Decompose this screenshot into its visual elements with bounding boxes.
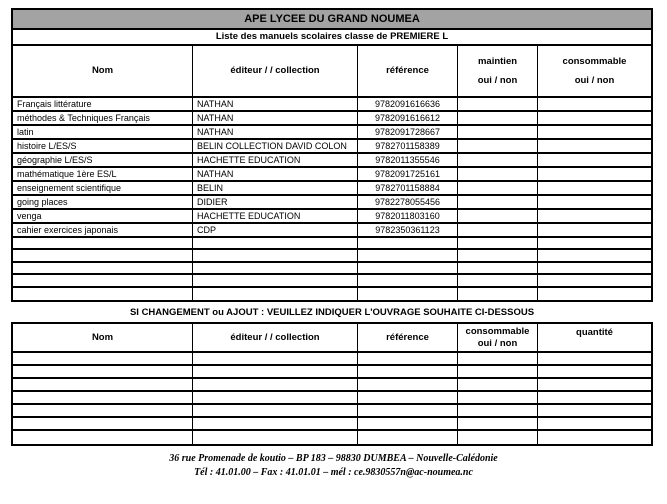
empty-cell [458,250,538,262]
column-header-consommable-line1: consommable [465,326,530,337]
cell-nom: going places [13,196,193,210]
empty-cell [13,275,193,287]
empty-cell [13,366,193,379]
empty-cell [193,250,358,262]
empty-cell [358,366,458,379]
empty-cell [538,418,651,431]
cell-consommable [538,210,651,224]
empty-cell [13,392,193,405]
empty-cell [13,353,193,366]
page-subtitle: Liste des manuels scolaires classe de PREMIERE L [13,30,651,46]
cell-editeur: BELIN COLLECTION DAVID COLON [193,140,358,154]
empty-cell [13,431,193,444]
cell-reference: 9782011355546 [358,154,458,168]
empty-cell [13,263,193,275]
empty-cell [458,366,538,379]
cell-reference: 9782091725161 [358,168,458,182]
cell-maintien [458,98,538,112]
empty-cell [458,418,538,431]
column-header-maintien [458,46,538,98]
empty-cell [458,405,538,418]
column-header-reference: référence [358,46,458,98]
cell-nom: cahier exercices japonais [13,224,193,238]
column-header-consommable-line1: consommable [562,55,627,67]
empty-cell [193,405,358,418]
empty-cell [13,250,193,262]
cell-reference: 9782278055456 [358,196,458,210]
column-header-consommable [538,46,651,98]
change-request-table [11,322,653,446]
column-header-consommable-line2: oui / non [574,74,615,86]
cell-maintien [458,126,538,140]
empty-cell [458,238,538,250]
column-header-consommable-line2: oui / non [477,338,518,349]
cell-consommable [538,126,651,140]
empty-cell [538,405,651,418]
cell-consommable [538,140,651,154]
empty-cell [358,275,458,287]
empty-cell [458,288,538,300]
column-header-consommable [458,324,538,353]
cell-consommable [538,196,651,210]
cell-maintien [458,224,538,238]
empty-cell [358,392,458,405]
empty-cell [458,379,538,392]
empty-cell [13,238,193,250]
empty-cell [358,288,458,300]
empty-cell [193,238,358,250]
cell-nom: latin [13,126,193,140]
column-header-nom: Nom [13,46,193,98]
footer-contact-line: Tél : 41.01.00 – Fax : 41.01.01 – mél : ce.9830557n@ac-noumea.nc [194,467,473,478]
empty-cell [13,405,193,418]
cell-consommable [538,168,651,182]
empty-cell [538,288,651,300]
cell-reference: 9782350361123 [358,224,458,238]
empty-cell [193,418,358,431]
empty-cell [358,379,458,392]
cell-maintien [458,140,538,154]
column-header-maintien-line1: maintien [477,55,518,67]
cell-reference: 9782701158884 [358,182,458,196]
empty-cell [538,238,651,250]
cell-maintien [458,196,538,210]
column-header-editeur: éditeur / / collection [193,46,358,98]
empty-cell [538,366,651,379]
empty-cell [458,275,538,287]
empty-cell [13,288,193,300]
cell-nom: venga [13,210,193,224]
cell-nom: histoire L/ES/S [13,140,193,154]
empty-cell [13,418,193,431]
cell-editeur: BELIN [193,182,358,196]
empty-cell [458,263,538,275]
empty-cell [193,392,358,405]
cell-maintien [458,210,538,224]
column-header-quantite: quantité [538,324,651,353]
cell-nom: géographie L/ES/S [13,154,193,168]
cell-editeur: NATHAN [193,168,358,182]
cell-editeur: HACHETTE EDUCATION [193,154,358,168]
cell-nom: Français littérature [13,98,193,112]
empty-cell [193,366,358,379]
cell-reference: 9782091728667 [358,126,458,140]
empty-cell [193,379,358,392]
cell-reference: 9782091616636 [358,98,458,112]
cell-consommable [538,224,651,238]
cell-editeur: NATHAN [193,112,358,126]
empty-cell [458,392,538,405]
empty-cell [358,250,458,262]
cell-editeur: DIDIER [193,196,358,210]
cell-maintien [458,154,538,168]
cell-nom: enseignement scientifique [13,182,193,196]
empty-cell [538,431,651,444]
empty-cell [193,263,358,275]
empty-cell [538,263,651,275]
empty-cell [538,250,651,262]
empty-cell [458,353,538,366]
cell-reference: 9782701158389 [358,140,458,154]
school-address-footer [0,449,667,480]
empty-cell [538,353,651,366]
column-header-editeur: éditeur / / collection [193,324,358,353]
cell-maintien [458,168,538,182]
change-request-section-title: SI CHANGEMENT ou AJOUT : VEUILLEZ INDIQUER L'OUVRAGE SOUHAITE CI-DESSOUS [129,306,535,318]
cell-maintien [458,182,538,196]
empty-cell [358,238,458,250]
empty-cell [538,379,651,392]
empty-cell [358,263,458,275]
empty-cell [193,353,358,366]
empty-cell [458,431,538,444]
cell-reference: 9782011803160 [358,210,458,224]
cell-nom: mathématique 1ère ES/L [13,168,193,182]
cell-consommable [538,182,651,196]
cell-editeur: NATHAN [193,98,358,112]
cell-reference: 9782091616612 [358,112,458,126]
cell-editeur: CDP [193,224,358,238]
footer-address-line: 36 rue Promenade de koutio – BP 183 – 98830 DUMBEA – Nouvelle-Calédonie [169,453,498,464]
page-title: APE LYCEE DU GRAND NOUMEA [13,10,651,30]
column-header-maintien-line2: oui / non [477,74,518,86]
empty-cell [193,288,358,300]
cell-editeur: HACHETTE EDUCATION [193,210,358,224]
column-header-reference: référence [358,324,458,353]
cell-consommable [538,98,651,112]
cell-consommable [538,154,651,168]
cell-maintien [458,112,538,126]
empty-cell [358,405,458,418]
cell-nom: méthodes & Techniques Français [13,112,193,126]
empty-cell [193,275,358,287]
empty-cell [13,379,193,392]
empty-cell [538,392,651,405]
empty-cell [358,418,458,431]
cell-editeur: NATHAN [193,126,358,140]
empty-cell [193,431,358,444]
empty-cell [538,275,651,287]
empty-cell [358,431,458,444]
manuals-table [11,8,653,302]
cell-consommable [538,112,651,126]
empty-cell [358,353,458,366]
column-header-nom: Nom [13,324,193,353]
